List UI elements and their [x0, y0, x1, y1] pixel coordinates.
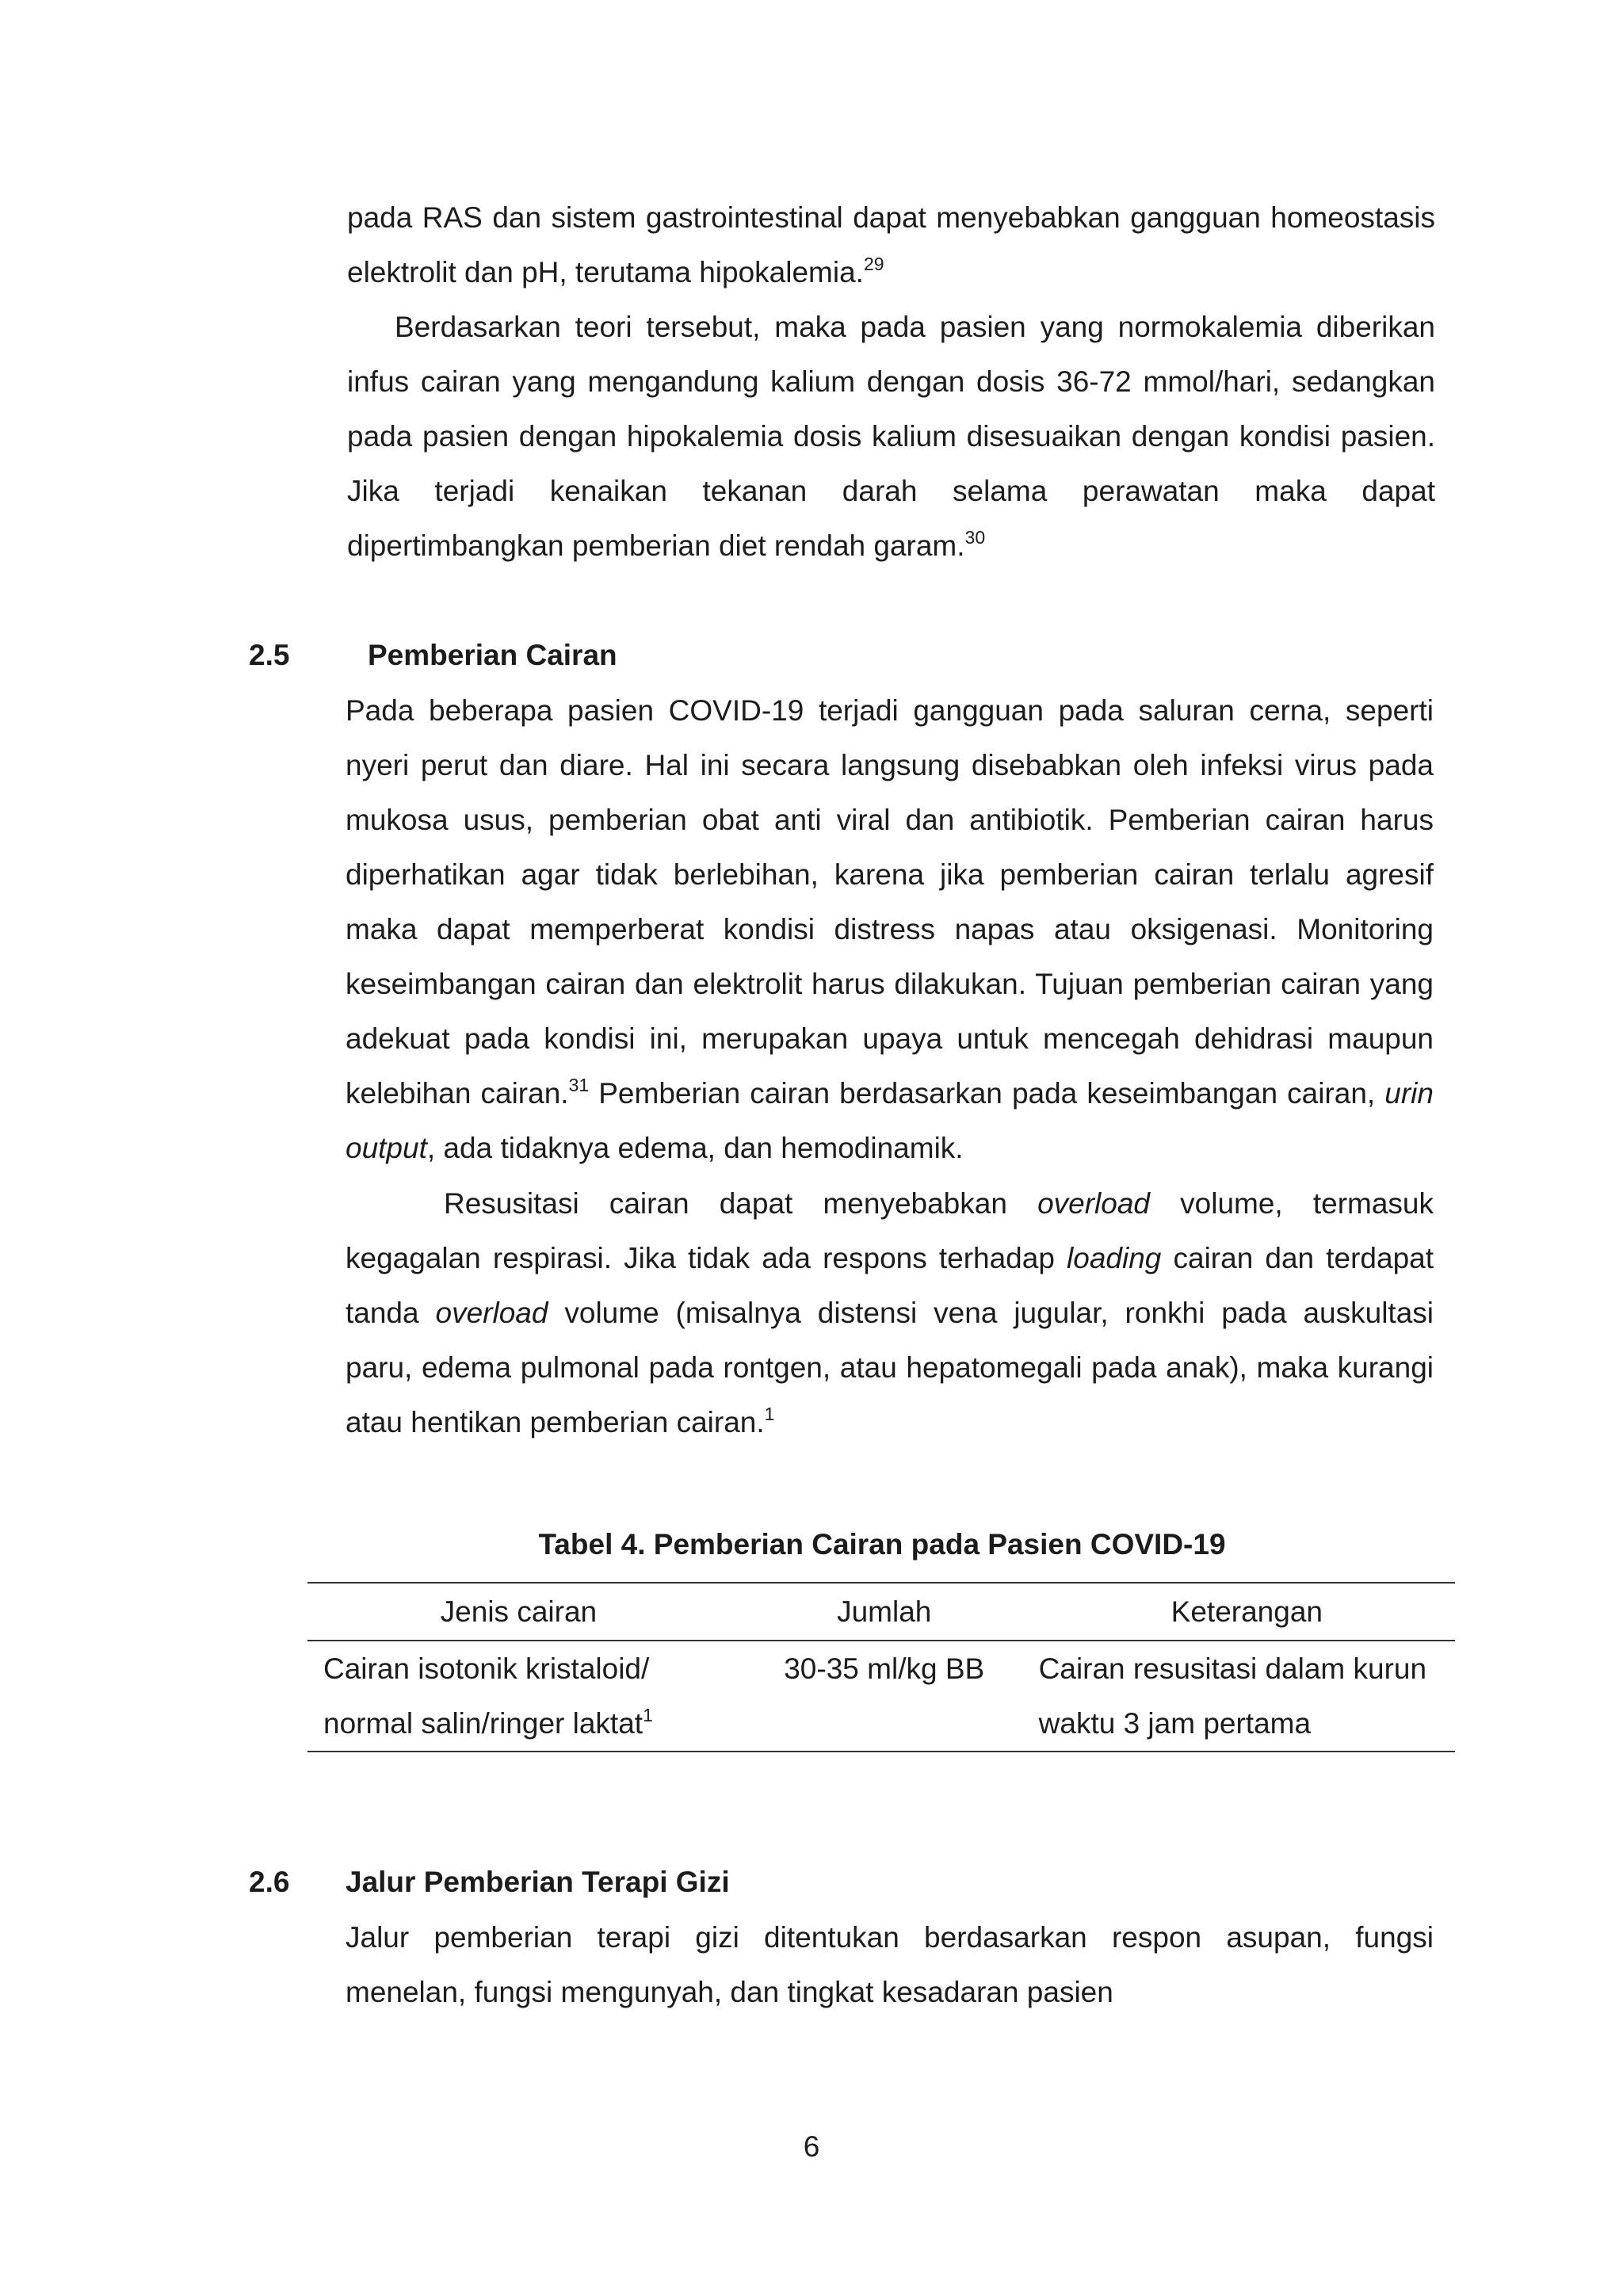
text-line: keseimbangan cairan dan elektrolit harus dilakukan. Tujuan pemberian cairan yang: [346, 968, 1434, 1000]
column-header-jumlah: Jumlah: [730, 1583, 1039, 1641]
text-line: paru, edema pulmonal pada rontgen, atau hepatomegali pada anak), maka kurangi: [346, 1351, 1434, 1384]
cell-jumlah: 30-35 ml/kg BB: [730, 1641, 1039, 1752]
text-line: kelebihan cairan.$^{31}$ Pemberian cairan berdasarkan pada keseimbangan cairan, urin: [346, 1075, 1434, 1110]
citation-ref: 1: [764, 1404, 775, 1424]
text-line: maka dapat memperberat kondisi distress napas atau oksigenasi. Monitoring: [346, 913, 1434, 946]
text-line: kegagalan respirasi. Jika tidak ada respons terhadap loading cairan dan terdapat: [346, 1242, 1434, 1274]
section-number: 2.5: [249, 639, 290, 671]
text-line: Jika terjadi kenaikan tekanan darah selama perawatan maka dapat: [347, 475, 1435, 507]
text-line: output, ada tidaknya edema, dan hemodinamik.: [346, 1132, 964, 1164]
fluid-table: [307, 1582, 1455, 1752]
text-line: diperhatikan agar tidak berlebihan, karena jika pemberian cairan terlalu agresif: [346, 858, 1434, 891]
table-caption: Tabel 4. Pemberian Cairan pada Pasien COVID-19: [538, 1528, 1226, 1561]
text-line: tanda overload volume (misalnya distensi vena jugular, ronkhi pada auskultasi: [346, 1297, 1434, 1329]
column-header-keterangan: Keterangan: [1039, 1583, 1455, 1641]
text-line: Berdasarkan teori tersebut, maka pada pasien yang normokalemia diberikan: [395, 311, 1435, 343]
text-line: adekuat pada kondisi ini, merupakan upaya untuk mencegah dehidrasi maupun: [346, 1022, 1434, 1055]
table-header-row: [307, 1583, 1455, 1641]
text-line: infus cairan yang mengandung kalium dengan dosis 36-72 mmol/hari, sedangkan: [347, 365, 1435, 398]
section-title: Pemberian Cairan: [368, 639, 617, 671]
cell-jenis: Cairan isotonik kristaloid/ normal salin/ringer laktat$^1$: [307, 1641, 730, 1752]
column-header-jenis: Jenis cairan: [307, 1583, 730, 1641]
citation-ref: 30: [964, 527, 986, 548]
text-line: Resusitasi cairan dapat menyebabkan overload volume, termasuk: [444, 1187, 1434, 1220]
text-line: mukosa usus, pemberian obat anti viral dan antibiotik. Pemberian cairan harus: [346, 804, 1434, 836]
text-line: atau hentikan pemberian cairan.$^1$: [346, 1404, 775, 1438]
paragraph-pemberian-cairan: [346, 683, 1434, 1175]
section-number: 2.6: [249, 1866, 290, 1898]
citation-ref: 1: [643, 1705, 653, 1725]
text-line: elektrolit dan pH, terutama hipokalemia.$^{29}$: [347, 254, 884, 288]
text-line: pada RAS dan sistem gastrointestinal dapat menyebabkan gangguan homeostasis: [347, 201, 1435, 234]
text-line: Pada beberapa pasien COVID-19 terjadi gangguan pada saluran cerna, seperti: [346, 694, 1434, 727]
citation-ref: 29: [863, 254, 884, 274]
table-row: [307, 1641, 1455, 1752]
text-line: dipertimbangkan pemberian diet rendah garam.$^{30}$: [347, 527, 986, 562]
citation-ref: 31: [568, 1075, 590, 1095]
paragraph-terapi-gizi: [346, 1910, 1434, 2019]
paragraph-resusitasi: [346, 1176, 1434, 1450]
paragraph-continuation: [347, 190, 1435, 300]
page-number: 6: [803, 2130, 820, 2163]
paragraph-kalium: [347, 300, 1435, 573]
section-title: Jalur Pemberian Terapi Gizi: [346, 1866, 730, 1898]
text-line: menelan, fungsi mengunyah, dan tingkat kesadaran pasien: [346, 1976, 1113, 2008]
cell-keterangan: Cairan resusitasi dalam kurun waktu 3 jam pertama: [1039, 1641, 1455, 1752]
text-line: Jalur pemberian terapi gizi ditentukan berdasarkan respon asupan, fungsi: [346, 1921, 1434, 1954]
text-line: nyeri perut dan diare. Hal ini secara langsung disebabkan oleh infeksi virus pada: [346, 749, 1434, 781]
text-line: pada pasien dengan hipokalemia dosis kalium disesuaikan dengan kondisi pasien.: [347, 420, 1435, 453]
